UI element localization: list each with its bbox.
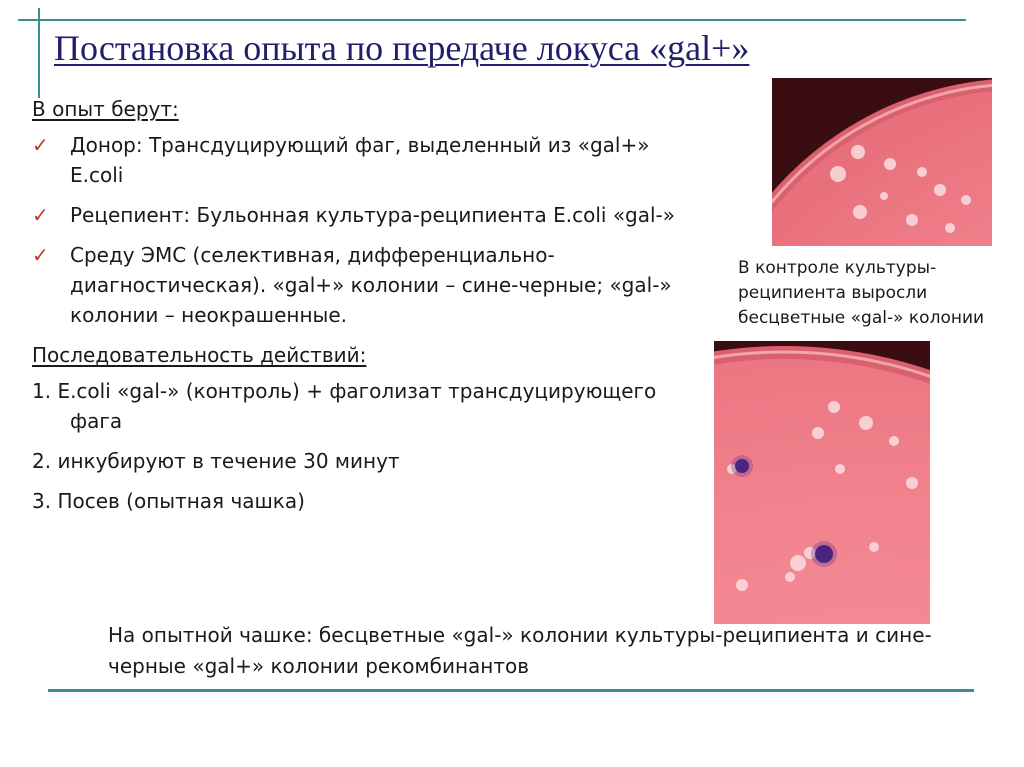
steps-list: [32, 376, 692, 516]
experiment-note: [108, 620, 1024, 682]
control-plate-photo: [772, 78, 992, 246]
materials-list: [32, 130, 692, 330]
materials-heading: В опыт берут:: [32, 97, 179, 121]
slide-title: Постановка опыта по передаче локуса «gal+»: [54, 28, 750, 68]
checkmark-icon: ✓: [32, 243, 49, 267]
checkmark-icon: ✓: [32, 203, 49, 227]
experimental-plate-photo: [714, 341, 930, 624]
experimental-plate-image: [714, 341, 930, 624]
control-caption: В контроле культуры-реципиента выросли бесцветные «gal-» колонии: [738, 258, 985, 328]
materials-item-text: Рецепиент: Бульонная культура-реципиента E.coli «gal-»: [70, 203, 676, 227]
materials-item: [32, 130, 692, 190]
checkmark-icon: ✓: [32, 133, 49, 157]
step-item: 2. инкубируют в течение 30 минут: [32, 449, 400, 473]
materials-item-text: Среду ЭМС (селективная, дифференциально-диагностическая). «gal+» колонии – сине-черные; «gal-» колонии – неокрашенные.: [70, 243, 672, 327]
materials-item: [32, 200, 692, 230]
frame-bottom-line: [48, 689, 974, 692]
materials-item-text: Донор: Трансдуцирующий фаг, выделенный из «gal+» E.coli: [70, 133, 650, 187]
frame-left-line: [38, 8, 40, 98]
step-item: 1. E.coli «gal-» (контроль) + фаголизат трансдуцирующего фага: [32, 379, 657, 433]
step-item: 3. Посев (опытная чашка): [32, 489, 305, 513]
frame-top-line: [18, 19, 966, 21]
note-line: черные «gal+» колонии рекомбинантов: [108, 654, 530, 678]
note-line: На опытной чашке: бесцветные «gal-» колонии культуры-реципиента и сине-: [108, 623, 932, 647]
materials-item: [32, 240, 692, 330]
steps-heading: Последовательность действий:: [32, 343, 367, 367]
control-plate-image: [772, 78, 992, 246]
content-area: [32, 94, 692, 526]
